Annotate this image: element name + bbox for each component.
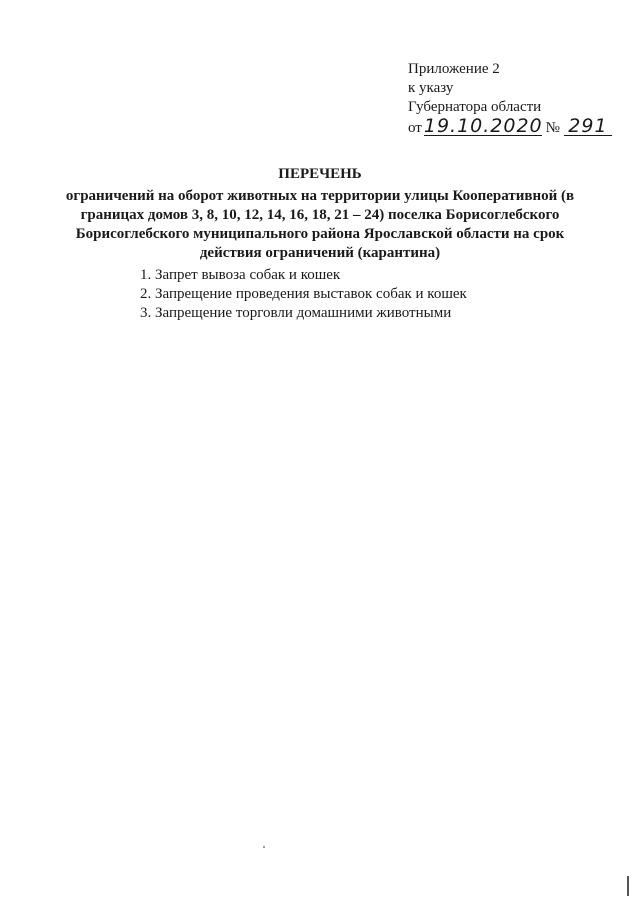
number-prefix: №	[545, 120, 560, 136]
handwritten-date: 19.10.2020	[423, 115, 543, 137]
date-prefix: от	[408, 120, 422, 136]
appendix-date-line	[408, 117, 628, 138]
scan-artifact-dot	[263, 846, 265, 848]
list-item: 1. Запрет вывоза собак и кошек	[140, 267, 341, 283]
document-title	[60, 165, 580, 263]
restrictions-list	[140, 266, 610, 323]
title-subtitle: ограничений на оборот животных на территории улицы Кооперативной (в границах домов 3, 8, 10, 12, 14, 16, 18, 21 – 24) поселка Борисоглебского Борисоглебского муниципального района Ярославской области на срок действия ограничений (карантина)	[65, 188, 575, 261]
title-heading: ПЕРЕЧЕНЬ	[278, 166, 362, 182]
list-item: 2. Запрещение проведения выставок собак и кошек	[140, 286, 467, 302]
handwritten-number: 291	[564, 117, 612, 136]
scan-artifact-mark	[627, 876, 629, 896]
list-item: 3. Запрещение торговли домашними животными	[140, 305, 452, 321]
appendix-block	[408, 60, 628, 138]
appendix-issuer: Губернатора области	[408, 99, 542, 115]
appendix-label: Приложение 2	[408, 61, 500, 77]
appendix-reference: к указу	[408, 80, 454, 96]
